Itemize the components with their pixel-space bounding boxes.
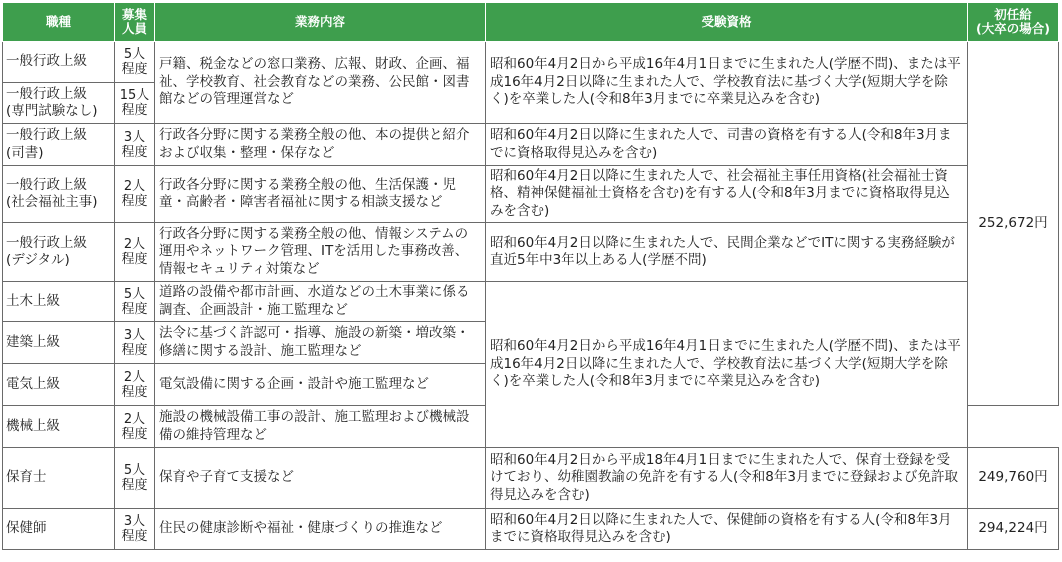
job-name: 土木上級 [6,292,60,309]
duties-text: 保育や子育て支援など [159,469,294,486]
header-duties [155,3,486,42]
header-salary [968,3,1059,42]
table-row [3,124,1059,166]
job-cell [3,83,115,124]
count-cell [115,223,155,282]
duties-cell [155,509,486,550]
count-cell [115,124,155,166]
duties-text: 行政各分野に関する業務全般の他、情報システムの運用やネットワーク管理、ITを活用した事務改善、情報セキュリティ対策など [159,225,469,277]
count-value: 5人 [123,286,146,302]
duties-text: 戸籍、税金などの窓口業務、広報、財政、企画、福祉、学校教育、社会教育などの業務、公民館・図書館などの管理運営など [159,56,470,108]
qualification-text: 昭和60年4月2日以降に生まれた人で、保健師の資格を有する人(令和8年3月までに資格取得見込みを含む) [490,511,952,545]
job-name: 一般行政上級 [6,127,87,143]
table-row [3,448,1059,509]
qualification-text: 昭和60年4月2日から平成16年4月1日までに生まれた人(学歴不問)、または平成16年4月2日以降に生まれた人で、学校教育法に基づく大学(短期大学を除く)を卒業した人(令和8年3月までに卒業見込みを含む) [490,338,961,390]
duties-text: 住民の健康診断や福祉・健康づくりの推進など [159,520,443,537]
job-cell [3,406,115,448]
count-suffix: 程度 [121,426,148,442]
duties-cell [155,42,486,124]
duties-text: 法令に基づく許認可・指導、施設の新築・増改築・修繕に関する設計、施工監理など [159,325,470,359]
count-suffix: 程度 [121,62,148,77]
count-suffix: 程度 [121,144,148,160]
duties-cell [155,448,486,509]
qualification-cell [486,223,968,282]
job-subtype: (専門試験なし) [6,103,98,119]
header-salary-line1: 初任給 [994,7,1032,22]
count-suffix: 程度 [121,342,148,358]
count-value: 5人 [123,463,146,478]
salary-value: 252,672円 [978,214,1048,231]
qualification-cell [486,448,968,509]
count-suffix: 程度 [121,478,148,493]
job-name: 電気上級 [6,375,60,392]
job-name: 一般行政上級 [6,176,87,193]
count-value: 2人 [123,237,146,252]
qualification-cell [486,166,968,223]
salary-value: 294,224円 [978,520,1048,537]
header-duties-label: 業務内容 [294,14,345,29]
job-cell [3,282,115,322]
duties-text: 道路の設備や都市計画、水道などの土木事業に係る調査、企画設計・施工監理など [159,284,470,318]
count-value: 5人 [123,47,146,62]
count-cell [115,509,155,550]
duties-text: 電気設備に関する企画・設計や施工監理など [159,375,429,392]
count-value: 2人 [123,179,146,194]
count-suffix: 程度 [121,194,148,209]
job-name: 一般行政上級 [6,53,87,70]
count-value: 3人 [123,514,146,529]
job-subtype: (デジタル) [6,252,70,268]
duties-cell [155,282,486,322]
count-cell [115,322,155,364]
qualification-cell [486,509,968,550]
qualification-text: 昭和60年4月2日から平成18年4月1日までに生まれた人で、保育士登録を受けており、幼稚園教諭の免許を有する人(令和8年3月までに登録および免許取得見込みを含む) [490,451,958,503]
count-value: 3人 [123,327,146,343]
count-cell [115,406,155,448]
duties-cell [155,124,486,166]
table-row [3,166,1059,223]
duties-text: 行政各分野に関する業務全般の他、生活保護・児童・高齢者・障害者福祉に関する相談支援など [159,176,456,210]
job-subtype: (社会福祉主事) [6,194,98,210]
count-suffix: 程度 [121,103,148,118]
duties-text: 行政各分野に関する業務全般の他、本の提供と紹介および収集・整理・保存など [159,127,470,161]
salary-value: 249,760円 [978,469,1048,486]
count-suffix: 程度 [121,301,148,317]
job-subtype: (司書) [6,144,44,161]
job-cell [3,364,115,406]
header-job [3,3,115,42]
header-count [115,3,155,42]
salary-cell [968,448,1059,509]
count-cell [115,448,155,509]
count-value: 2人 [123,411,146,427]
duties-cell [155,364,486,406]
duties-cell [155,223,486,282]
header-qualification-label: 受験資格 [701,14,752,29]
job-cell [3,166,115,223]
job-cell [3,42,115,83]
qualification-text: 昭和60年4月2日以降に生まれた人で、民間企業などでITに関する実務経験が直近5年中3年以上ある人(学歴不問) [490,234,955,268]
qualification-cell [486,42,968,124]
qualification-cell [486,282,968,448]
job-name: 一般行政上級 [6,234,87,251]
duties-cell [155,322,486,364]
count-suffix: 程度 [121,529,148,544]
count-value: 2人 [123,369,146,385]
job-name: 保育士 [6,469,47,486]
count-cell [115,83,155,124]
count-cell [115,364,155,406]
job-name: 保健師 [6,520,47,537]
job-cell [3,322,115,364]
salary-cell [968,42,1059,406]
duties-cell [155,166,486,223]
duties-text: 施設の機械設備工事の設計、施工監理および機械設備の維持管理など [159,409,470,443]
header-count-line1: 募集 [121,7,147,22]
count-suffix: 程度 [121,252,148,267]
count-value: 15人 [119,88,150,103]
table-row [3,223,1059,282]
count-cell [115,42,155,83]
job-name: 一般行政上級 [6,85,87,102]
header-row [3,3,1059,42]
qualification-text: 昭和60年4月2日以降に生まれた人で、司書の資格を有する人(令和8年3月までに資格取得見込みを含む) [490,127,952,161]
qualification-cell [486,124,968,166]
header-count-line2: 人員 [121,21,147,36]
count-value: 3人 [123,129,146,145]
recruitment-table [2,2,1059,550]
job-name: 建築上級 [6,333,60,350]
count-suffix: 程度 [121,384,148,400]
count-cell [115,166,155,223]
header-salary-line2: (大卒の場合) [976,21,1050,36]
header-qualification [486,3,968,42]
salary-cell [968,509,1059,550]
table-row [3,42,1059,83]
job-cell [3,124,115,166]
count-cell [115,282,155,322]
job-name: 機械上級 [6,417,60,434]
table-row [3,509,1059,550]
job-cell [3,223,115,282]
job-cell [3,448,115,509]
qualification-text: 昭和60年4月2日から平成16年4月1日までに生まれた人(学歴不問)、または平成16年4月2日以降に生まれた人で、学校教育法に基づく大学(短期大学を除く)を卒業した人(令和8年3月までに卒業見込みを含む) [490,56,961,108]
duties-cell [155,406,486,448]
qualification-text: 昭和60年4月2日以降に生まれた人で、社会福祉主事任用資格(社会福祉士資格、精神保健福祉士資格を含む)を有する人(令和8年3月までに資格取得見込みを含む) [490,167,950,219]
table-row [3,282,1059,322]
header-job-label: 職種 [45,14,71,29]
job-cell [3,509,115,550]
